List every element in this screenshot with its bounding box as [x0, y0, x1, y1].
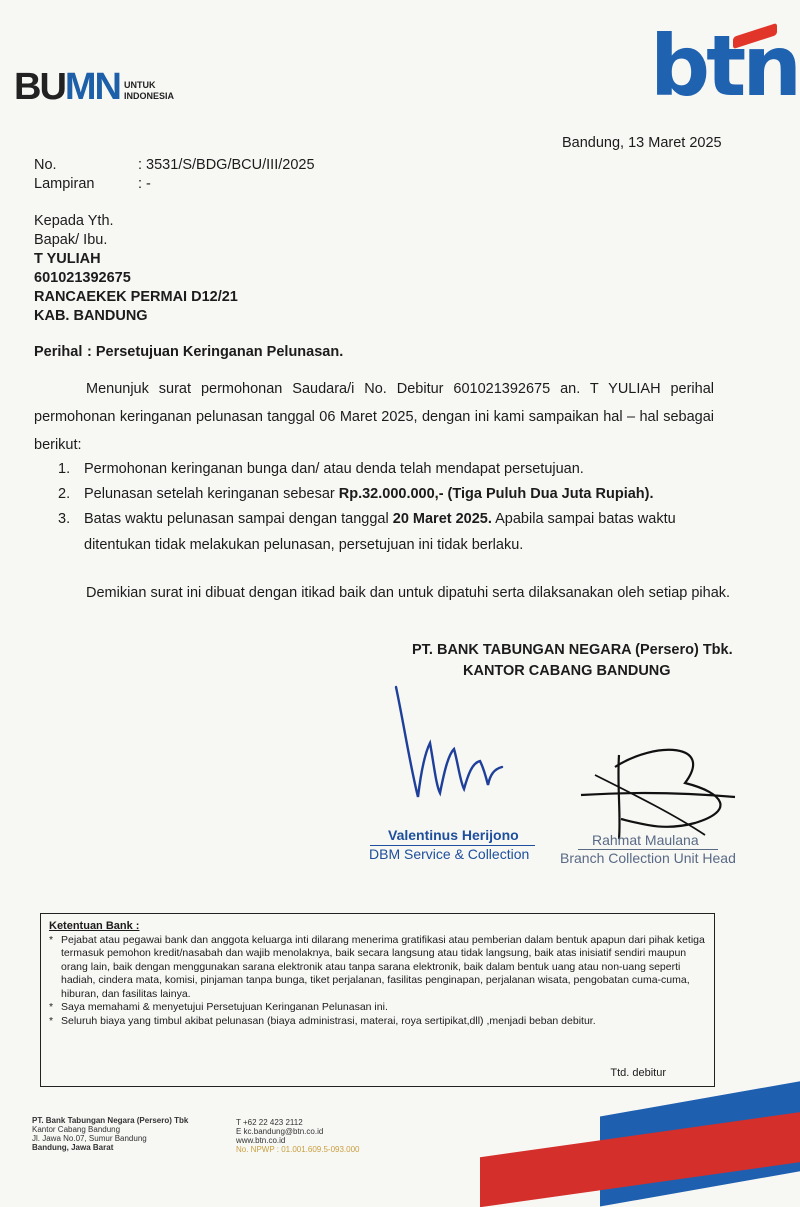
recipient-address-2: KAB. BANDUNG [34, 308, 148, 324]
footer-branch: Kantor Cabang Bandung [32, 1125, 121, 1134]
signer-1-role: DBM Service & Collection [369, 846, 530, 862]
footer-website: www.btn.co.id [236, 1136, 286, 1145]
footer-city: Bandung, Jawa Barat [32, 1143, 114, 1152]
signer-1-name: Valentinus Herijono [388, 827, 519, 843]
point-number: 1. [58, 461, 71, 477]
recipient-name: T YULIAH [34, 251, 101, 267]
footer-phone: T +62 22 423 2112 [236, 1118, 303, 1127]
footer-npwp: No. NPWP : 01.001.609.5-093.000 [236, 1145, 360, 1154]
signer-2-role: Branch Collection Unit Head [560, 850, 736, 866]
letter-number-label: No. [34, 157, 57, 173]
recipient-block [34, 212, 238, 325]
subject: : Persetujuan Keringanan Pelunasan. [87, 344, 344, 360]
settlement-amount: Rp.32.000.000,- (Tiga Puluh Dua Juta Rupiah). [338, 486, 654, 502]
recipient-salutation: Bapak/ Ibu. [34, 232, 108, 248]
point-text-continued: Apabila sampai batas waktu ditentukan tidak melakukan pelunasan, persetujuan ini tidak berlaku. [84, 511, 676, 553]
footer-contact [236, 1118, 360, 1154]
point-number: 3. [58, 511, 71, 527]
point-item [34, 485, 720, 503]
letter-date: Bandung, 13 Maret 2025 [562, 135, 722, 151]
bank-terms-box [40, 913, 715, 1087]
bank-terms-list [49, 934, 706, 1029]
bank-term-item: * Pejabat atau pegawai bank dan anggota keluarga inti dilarang menerima gratifikasi atau pemberian dalam bentuk apapun dari pihak ketiga termasuk pemohon kredit/nasabah dan wajib menolaknya, baik secara langsung atau tidak langsung, baik atas inisiatif sendiri maupun orang lain, baik dengan menggunakan sarana elektronik atau tanpa sarana elektronik, baik dalam bentuk uang atau non-uang seperti hadiah, cindera mata, komisi, pinjaman tanpa bunga, tiket perjalanan, fasilitas penginapan, perjalanan wisata, pengobatan cuma-cuma, hiburan, dan fasilitas lainya. [49, 934, 706, 1002]
recipient-greeting: Kepada Yth. [34, 213, 114, 229]
point-item [34, 460, 720, 478]
recipient-address-1: RANCAEKEK PERMAI D12/21 [34, 289, 238, 305]
signer-2-name: Rahmat Maulana [592, 832, 699, 848]
recipient-debtor-number: 601021392675 [34, 270, 131, 286]
debtor-signature-label: Ttd. debitur [610, 1066, 666, 1079]
bumn-logo [14, 66, 174, 109]
attachment-value: : - [138, 176, 151, 192]
intro-paragraph: Menunjuk surat permohonan Saudara/i No. Debitur 601021392675 an. T YULIAH perihal permohonan keringanan pelunasan tanggal 06 Maret 2025, dengan ini kami sampaikan hal – hal sebagai berikut: [34, 381, 714, 453]
footer-street: Jl. Jawa No.07, Sumur Bandung [32, 1134, 147, 1143]
footer-email: E kc.bandung@btn.co.id [236, 1127, 324, 1136]
attachment-label: Lampiran [34, 176, 95, 192]
company-name: PT. BANK TABUNGAN NEGARA (Persero) Tbk. [412, 642, 733, 658]
point-text: Permohonan keringanan bunga dan/ atau denda telah mendapat persetujuan. [84, 461, 584, 477]
branch-name: KANTOR CABANG BANDUNG [463, 663, 671, 679]
bank-term-item: * Seluruh biaya yang timbul akibat pelunasan (biaya administrasi, materai, roya sertipikat,dll) ,menjadi beban debitur. [49, 1015, 706, 1029]
btn-logo: btn [650, 17, 799, 115]
signature-valentinus [390, 685, 510, 805]
point-text: Batas waktu pelunasan sampai dengan tanggal [84, 511, 393, 527]
closing-paragraph: Demikian surat ini dibuat dengan itikad baik dan untuk dipatuhi serta dilaksanakan oleh setiap pihak. [86, 585, 731, 601]
point-number: 2. [58, 486, 71, 502]
bumn-logo-word: BUMN [14, 66, 120, 108]
footer-address [32, 1116, 188, 1152]
subject-label: Perihal [34, 344, 83, 360]
footer-company: PT. Bank Tabungan Negara (Persero) Tbk [32, 1116, 189, 1125]
bank-terms-title: Ketentuan Bank : [49, 920, 140, 932]
bumn-logo-tagline: UNTUK INDONESIA [124, 79, 175, 101]
bank-term-item: * Saya memahami & menyetujui Persetujuan Keringanan Pelunasan ini. [49, 1001, 706, 1015]
deadline-date: 20 Maret 2025. [392, 511, 492, 527]
point-item [34, 506, 720, 558]
point-text: Pelunasan setelah keringanan sebesar [84, 486, 339, 502]
points-list [34, 460, 720, 565]
letter-number: : 3531/S/BDG/BCU/III/2025 [138, 157, 315, 173]
signature-rahmat [575, 735, 745, 845]
